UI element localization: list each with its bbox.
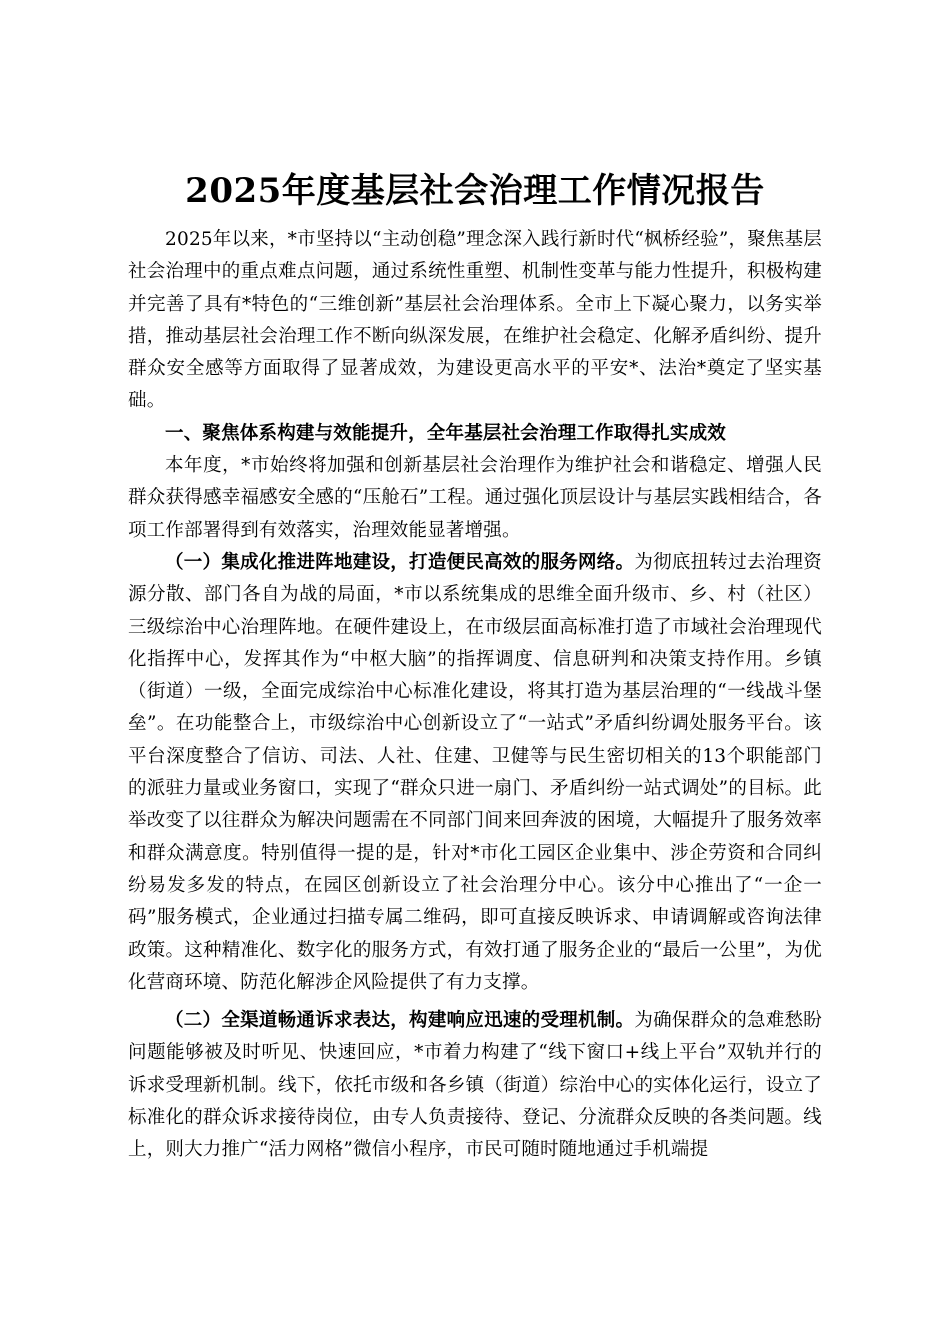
subsection-1-paragraph	[128, 547, 822, 999]
subsection-2-paragraph	[128, 1005, 822, 1166]
page-title: 2025年度基层社会治理工作情况报告	[185, 171, 765, 211]
subsection-2-heading: （二）全渠道畅通诉求表达，构建响应迅速的受理机制。	[165, 1010, 635, 1032]
subsection-1-body: 为彻底扭转过去治理资源分散、部门各自为战的局面，*市以系统集成的思维全面升级市、乡、村（社区）三级综治中心治理阵地。在硬件建设上，在市级层面高标准打造了市域社会治理现代化指挥中心，发挥其作为“中枢大脑”的指挥调度、信息研判和决策支持作用。乡镇（街道）一级，全面完成综治中心标准化建设，将其打造为基层治理的“一线战斗堡垒”。在功能整合上，市级综治中心创新设立了“一站式”矛盾纠纷调处服务平台。该平台深度整合了信访、司法、人社、住建、卫健等与民生密切相关的13个职能部门的派驻力量或业务窗口，实现了“群众只进一扇门、矛盾纠纷一站式调处”的目标。此举改变了以往群众为解决问题需在不同部门间来回奔波的困境，大幅提升了服务效率和群众满意度。特别值得一提的是，针对*市化工园区企业集中、涉企劳资和合同纠纷易发多发的特点，在园区创新设立了社会治理分中心。该分中心推出了“一企一码”服务模式，企业通过扫描专属二维码，即可直接反映诉求、申请调解或咨询法律政策。这种精准化、数字化的服务方式，有效打通了服务企业的“最后一公里”，为优化营商环境、防范化解涉企风险提供了有力支撑。	[128, 551, 822, 993]
section1-paragraph: 本年度，*市始终将加强和创新基层社会治理作为维护社会和谐稳定、增强人民群众获得感幸福感安全感的“压舱石”工程。通过强化顶层设计与基层实践相结合，各项工作部署得到有效落实，治理效能显著增强。	[128, 455, 822, 541]
intro-paragraph: 2025年以来，*市坚持以“主动创稳”理念深入践行新时代“枫桥经验”，聚焦基层社会治理中的重点难点问题，通过系统性重塑、机制性变革与能力性提升，积极构建并完善了具有*特色的“三维创新”基层社会治理体系。全市上下凝心聚力，以务实举措，推动基层社会治理工作不断向纵深发展，在维护社会稳定、化解矛盾纠纷、提升群众安全感等方面取得了显著成效，为建设更高水平的平安*、法治*奠定了坚实基础。	[128, 229, 822, 412]
section-heading-1: 一、聚焦体系构建与效能提升，全年基层社会治理工作取得扎实成效	[165, 422, 727, 444]
subsection-2-body: 为确保群众的急难愁盼问题能够被及时听见、快速回应，*市着力构建了“线下窗口+线上平台”双轨并行的诉求受理新机制。线下，依托市级和各乡镇（街道）综治中心的实体化运行，设立了标准化的群众诉求接待岗位，由专人负责接待、登记、分流群众反映的各类问题。线上，则大力推广“活力网格”微信小程序，市民可随时随地通过手机端提	[128, 1010, 822, 1161]
subsection-1-heading: （一）集成化推进阵地建设，打造便民高效的服务网络。	[165, 551, 635, 573]
